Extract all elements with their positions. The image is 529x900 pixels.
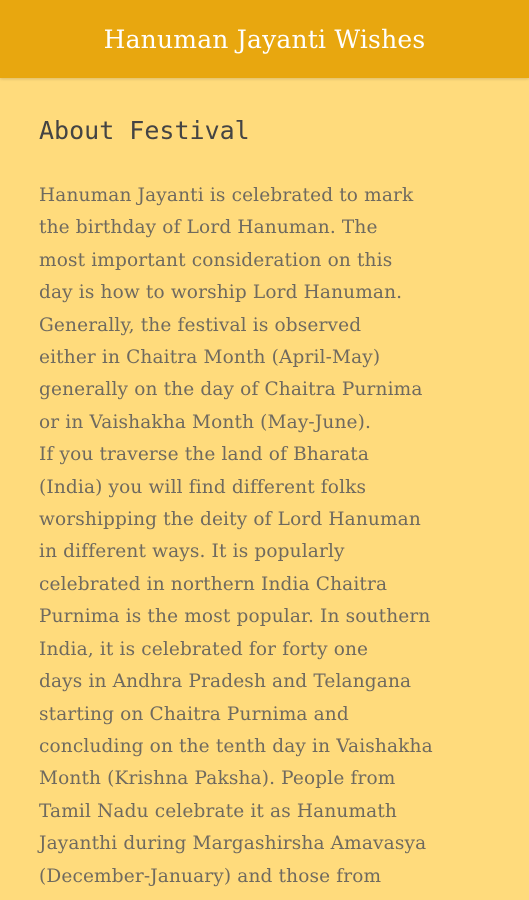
description-line: in different ways. It is popularly xyxy=(39,541,345,563)
description-line: Generally, the festival is observed xyxy=(39,314,362,336)
description-line: concluding on the tenth day in Vaishakha xyxy=(39,735,433,757)
description-line: starting on Chaitra Purnima and xyxy=(39,703,349,725)
description-line: days in Andhra Pradesh and Telangana xyxy=(39,671,412,693)
description-line: Month (Krishna Paksha). People from xyxy=(39,768,396,790)
app-bar xyxy=(0,0,529,78)
description-line: the birthday of Lord Hanuman. The xyxy=(39,217,378,239)
description-line: most important consideration on this xyxy=(39,249,393,271)
description-line: celebrated in northern India Chaitra xyxy=(39,573,388,595)
section-title: About Festival xyxy=(39,116,250,145)
description-line: either in Chaitra Month (April-May) xyxy=(39,347,381,369)
description-line: Purnima is the most popular. In southern xyxy=(39,606,431,628)
festival-description xyxy=(39,180,503,893)
description-line: (December-January) and those from xyxy=(39,865,382,887)
description-line: or in Vaishakha Month (May-June). xyxy=(39,411,372,433)
description-line: Tamil Nadu celebrate it as Hanumath xyxy=(39,800,397,822)
app-title: Hanuman Jayanti Wishes xyxy=(103,24,426,54)
description-line: day is how to worship Lord Hanuman. xyxy=(39,282,403,304)
description-line: (India) you will find different folks xyxy=(39,476,367,498)
main-content xyxy=(0,78,529,893)
description-line: worshipping the deity of Lord Hanuman xyxy=(39,509,421,531)
description-line: generally on the day of Chaitra Purnima xyxy=(39,379,423,401)
description-line: India, it is celebrated for forty one xyxy=(39,638,369,660)
description-line: Jayanthi during Margashirsha Amavasya xyxy=(39,833,427,855)
description-line: If you traverse the land of Bharata xyxy=(39,444,370,466)
description-line: Hanuman Jayanti is celebrated to mark xyxy=(39,185,414,206)
